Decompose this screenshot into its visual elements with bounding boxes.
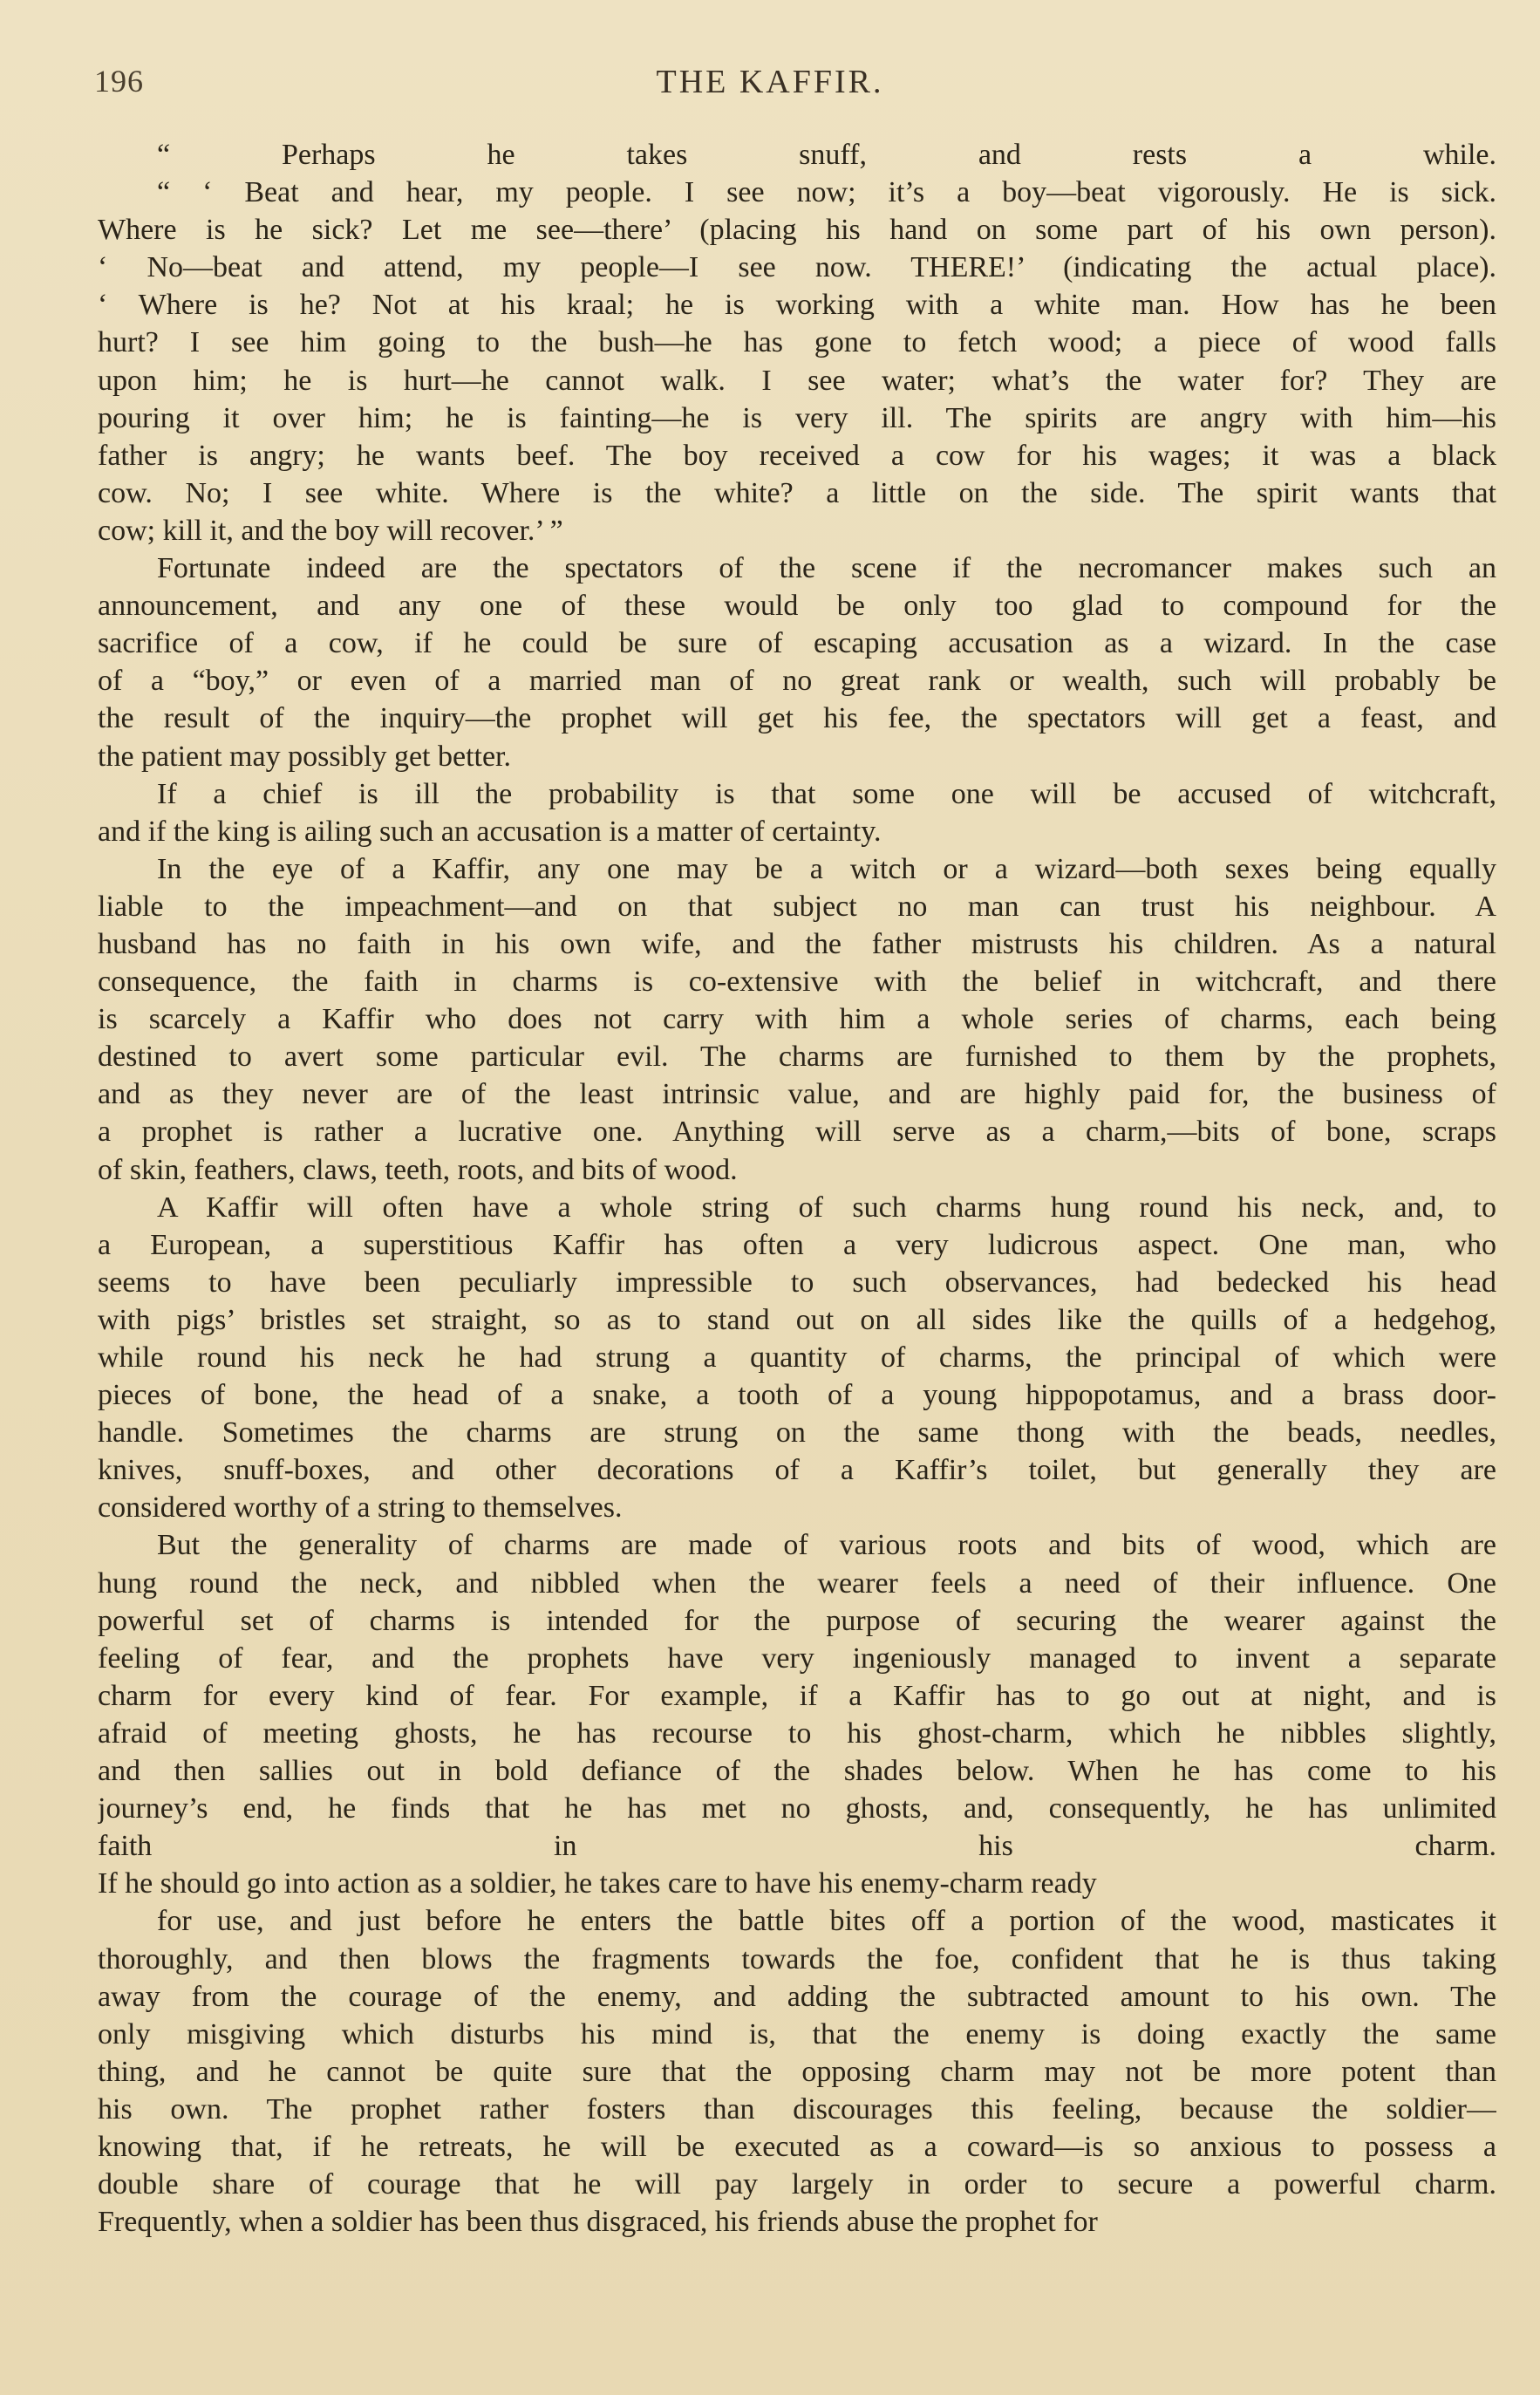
text-line: faith in his charm.	[98, 1830, 1496, 1863]
text-line: the result of the inquiry—the prophet will get his fee, the spectators will get a feast, and	[98, 702, 1496, 735]
text-line: while round his neck he had strung a quantity of charms, the principal of which were	[98, 1341, 1496, 1374]
text-line: powerful set of charms is intended for the purpose of securing the wearer against the	[98, 1604, 1496, 1637]
text-line: ‘ No—beat and attend, my people—I see now. THERE!’ (indicating the actual place).	[98, 251, 1496, 284]
text-line: his own. The prophet rather fosters than discourages this feeling, because the soldier—	[98, 2092, 1496, 2125]
running-title: THE KAFFIR.	[656, 64, 884, 100]
text-line: seems to have been peculiarly impressible to such observances, had bedecked his head	[98, 1266, 1496, 1299]
text-line: of skin, feathers, claws, teeth, roots, and bits of wood.	[98, 1153, 738, 1186]
text-line: pieces of bone, the head of a snake, a tooth of a young hippopotamus, and a brass door-	[98, 1379, 1496, 1412]
body-text	[98, 136, 1496, 2241]
text-line: A Kaffir will often have a whole string of such charms hung round his neck, and, to	[157, 1191, 1496, 1224]
text-line: for use, and just before he enters the battle bites off a portion of the wood, masticates it	[157, 1905, 1496, 1938]
text-line: knowing that, if he retreats, he will be executed as a coward—is so anxious to possess a	[98, 2130, 1496, 2163]
text-line: away from the courage of the enemy, and adding the subtracted amount to his own. The	[98, 1980, 1496, 2013]
text-line: journey’s end, he finds that he has met no ghosts, and, consequently, he has unlimited	[98, 1792, 1496, 1825]
text-line: double share of courage that he will pay largely in order to secure a powerful charm.	[98, 2168, 1496, 2201]
text-line: feeling of fear, and the prophets have very ingeniously managed to invent a separate	[98, 1641, 1496, 1675]
text-line: Frequently, when a soldier has been thus disgraced, his friends abuse the prophet for	[98, 2206, 1098, 2239]
text-line: handle. Sometimes the charms are strung on the same thong with the beads, needles,	[98, 1416, 1496, 1450]
text-line: If a chief is ill the probability is that some one will be accused of witchcraft,	[157, 777, 1496, 810]
text-line: In the eye of a Kaffir, any one may be a witch or a wizard—both sexes being equally	[157, 852, 1496, 885]
text-line: husband has no faith in his own wife, and the father mistrusts his children. As a natural	[98, 927, 1496, 960]
text-line: a European, a superstitious Kaffir has often a very ludicrous aspect. One man, who	[98, 1228, 1496, 1261]
text-line: thoroughly, and then blows the fragments towards the foe, confident that he is thus taking	[98, 1942, 1496, 1975]
text-line: Where is he sick? Let me see—there’ (placing his hand on some part of his own person).	[98, 214, 1496, 247]
text-line: announcement, and any one of these would be only too glad to compound for the	[98, 590, 1496, 623]
text-line: destined to avert some particular evil. The charms are furnished to them by the prophets,	[98, 1041, 1496, 1074]
text-line: thing, and he cannot be quite sure that the opposing charm may not be more potent than	[98, 2055, 1496, 2088]
text-line: and then sallies out in bold defiance of the shades below. When he has come to his	[98, 1755, 1496, 1788]
text-line: “ ‘ Beat and hear, my people. I see now; it’s a boy—beat vigorously. He is sick.	[157, 176, 1496, 209]
text-line: and as they never are of the least intrinsic value, and are highly paid for, the business of	[98, 1078, 1496, 1111]
text-line: knives, snuff-boxes, and other decorations of a Kaffir’s toilet, but generally they are	[98, 1454, 1496, 1487]
text-line: with pigs’ bristles set straight, so as to stand out on all sides like the quills of a hedgehog,	[98, 1303, 1496, 1336]
text-line: cow; kill it, and the boy will recover.’ ”	[98, 514, 563, 547]
text-line: and if the king is ailing such an accusation is a matter of certainty.	[98, 815, 882, 848]
text-line: is scarcely a Kaffir who does not carry with him a whole series of charms, each being	[98, 1003, 1496, 1036]
text-line: “ Perhaps he takes snuff, and rests a while.	[157, 139, 1496, 171]
text-line: ‘ Where is he? Not at his kraal; he is working with a white man. How has he been	[98, 289, 1496, 322]
text-line: only misgiving which disturbs his mind is, that the enemy is doing exactly the same	[98, 2017, 1496, 2050]
text-line: If he should go into action as a soldier, he takes care to have his enemy-charm ready	[98, 1867, 1097, 1900]
text-line: But the generality of charms are made of various roots and bits of wood, which are	[157, 1529, 1496, 1562]
text-line: afraid of meeting ghosts, he has recourse to his ghost-charm, which he nibbles slightly,	[98, 1716, 1496, 1750]
text-line: the patient may possibly get better.	[98, 740, 512, 773]
text-line: upon him; he is hurt—he cannot walk. I see water; what’s the water for? They are	[98, 364, 1496, 397]
page-header	[0, 63, 1540, 115]
text-line: liable to the impeachment—and on that subject no man can trust his neighbour. A	[98, 890, 1496, 923]
text-line: charm for every kind of fear. For example, if a Kaffir has to go out at night, and is	[98, 1679, 1496, 1712]
text-line: cow. No; I see white. Where is the white? a little on the side. The spirit wants that	[98, 476, 1496, 509]
page-number: 196	[94, 64, 144, 99]
text-line: a prophet is rather a lucrative one. Anything will serve as a charm,—bits of bone, scraps	[98, 1116, 1496, 1149]
text-line: considered worthy of a string to themselves.	[98, 1491, 623, 1525]
text-line: of a “boy,” or even of a married man of no great rank or wealth, such will probably be	[98, 665, 1496, 698]
text-line: father is angry; he wants beef. The boy received a cow for his wages; it was a black	[98, 439, 1496, 472]
text-line: sacrifice of a cow, if he could be sure of escaping accusation as a wizard. In the case	[98, 627, 1496, 660]
text-line: hurt? I see him going to the bush—he has gone to fetch wood; a piece of wood falls	[98, 326, 1496, 359]
text-line: consequence, the faith in charms is co-extensive with the belief in witchcraft, and there	[98, 966, 1496, 999]
text-line: Fortunate indeed are the spectators of the scene if the necromancer makes such an	[157, 552, 1496, 585]
text-line: pouring it over him; he is fainting—he is very ill. The spirits are angry with him—his	[98, 401, 1496, 434]
text-line: hung round the neck, and nibbled when the wearer feels a need of their influence. One	[98, 1566, 1496, 1600]
